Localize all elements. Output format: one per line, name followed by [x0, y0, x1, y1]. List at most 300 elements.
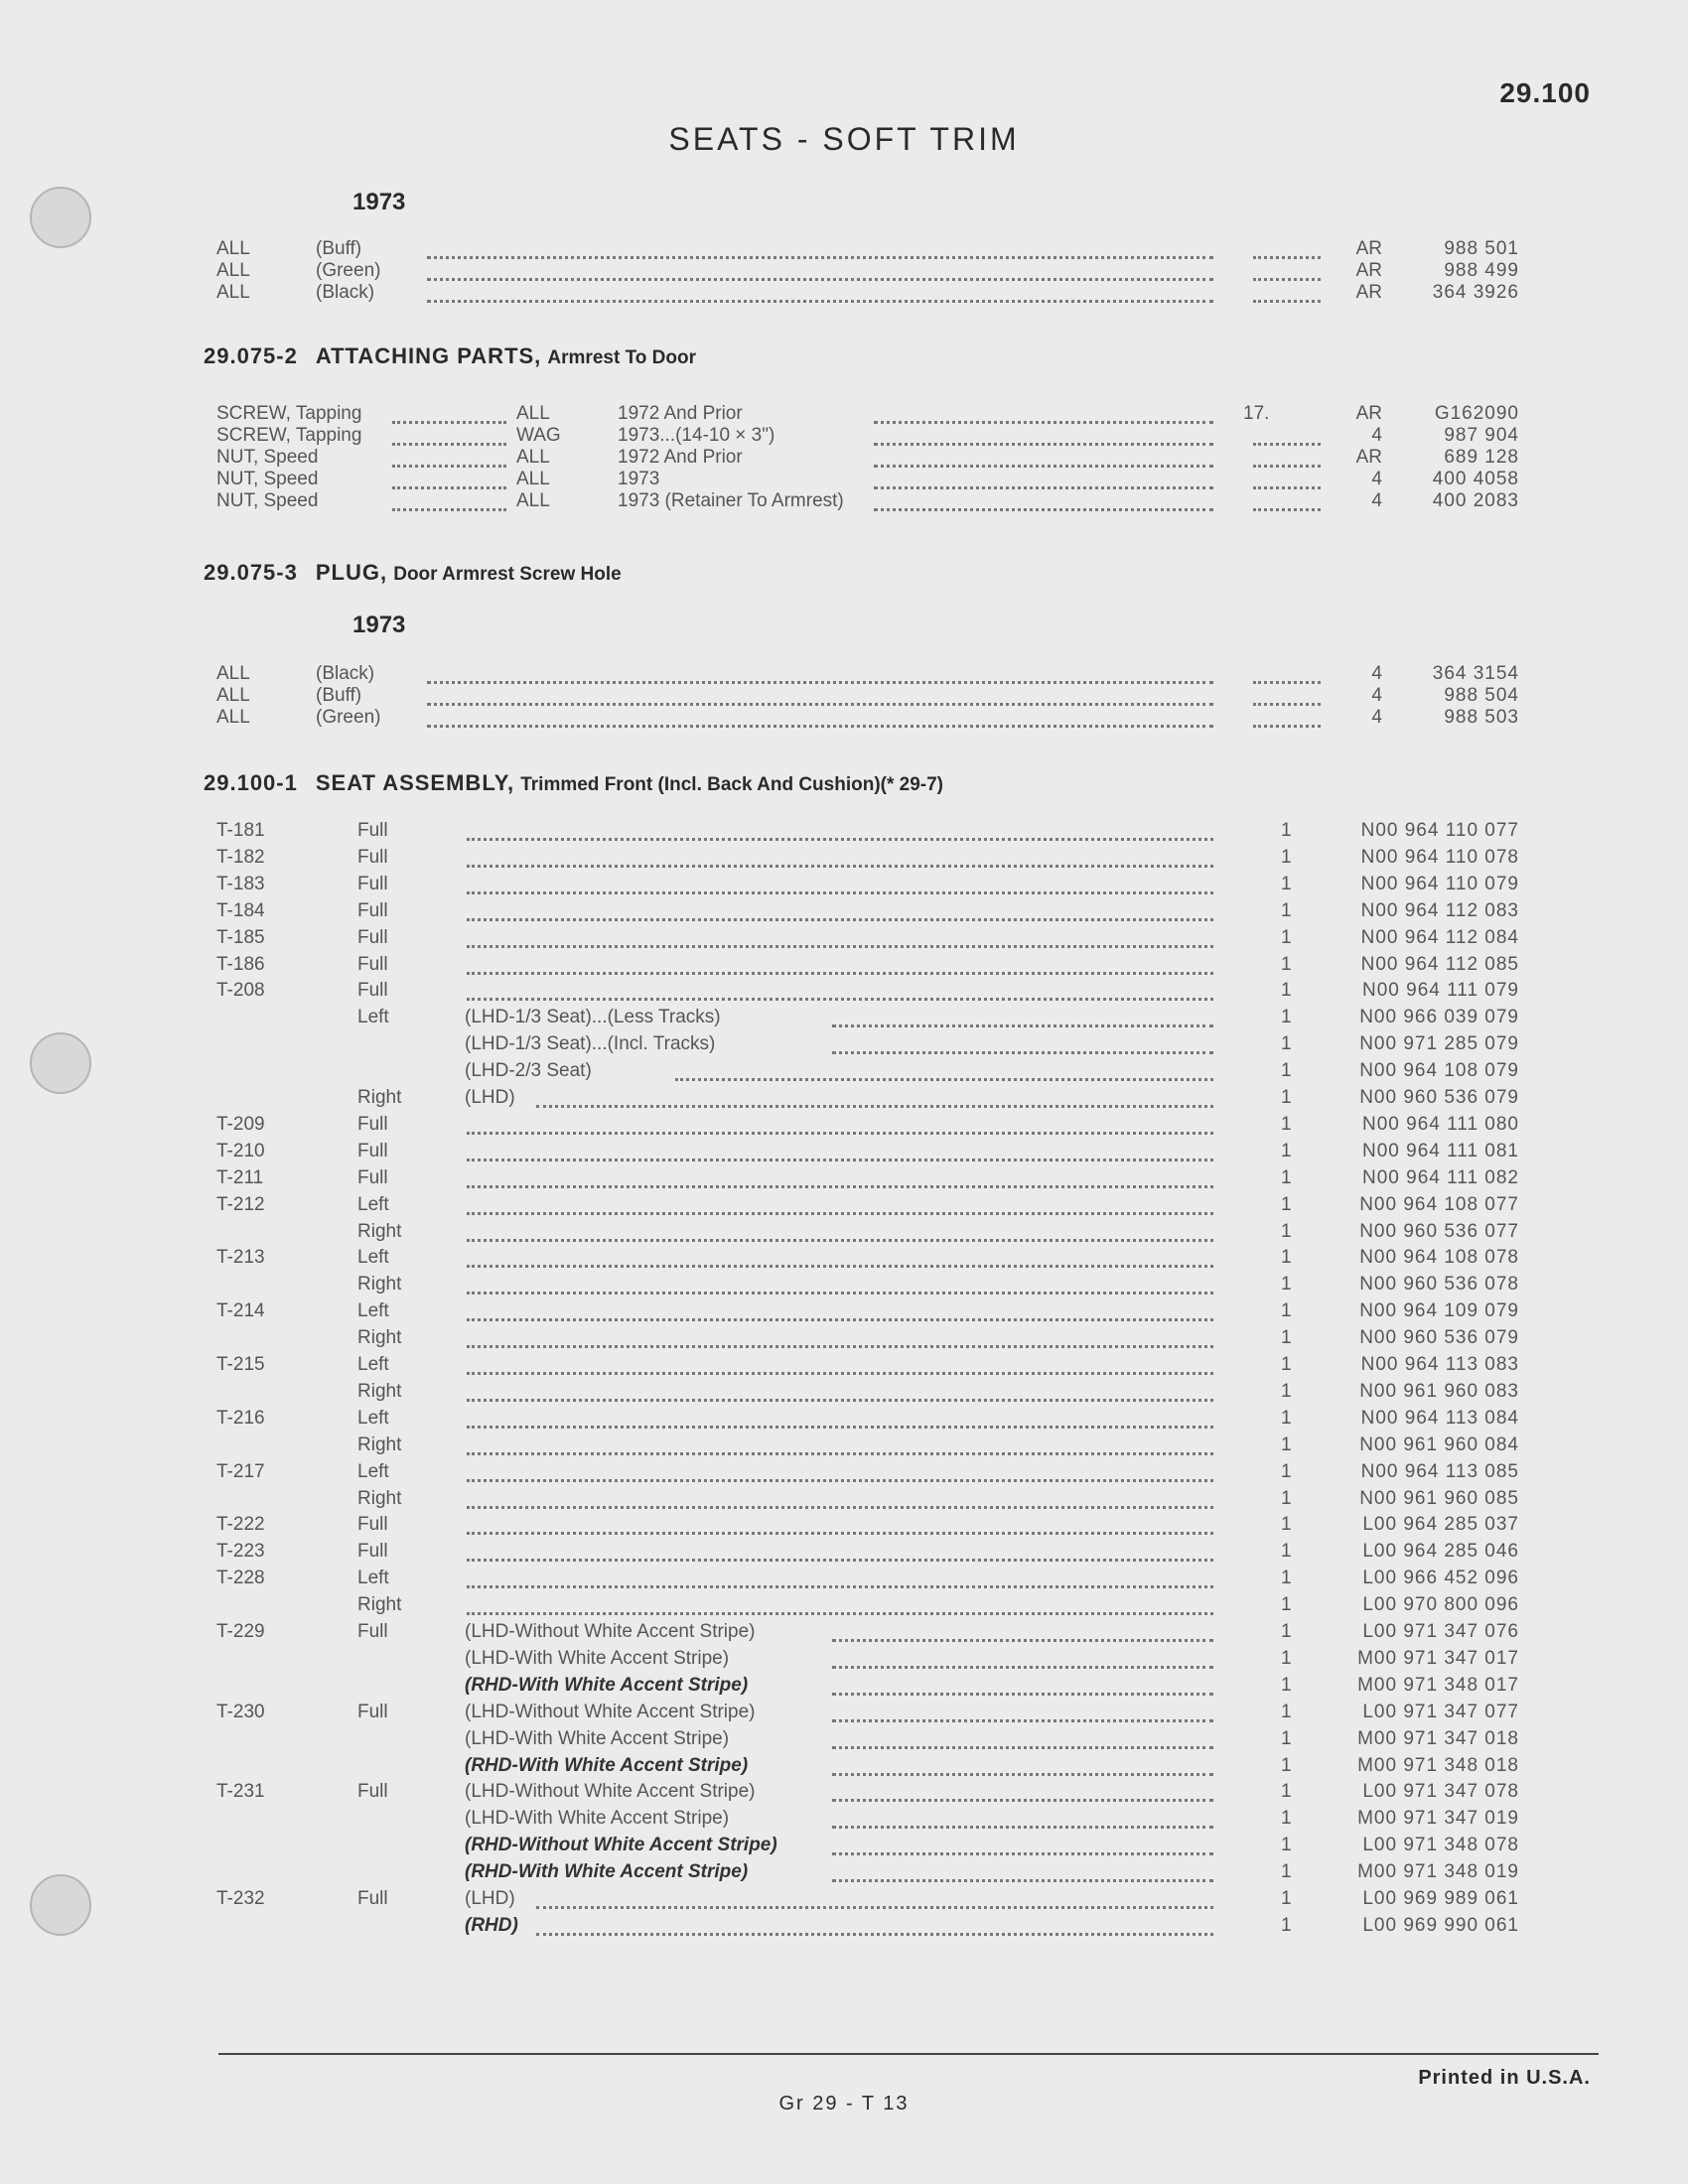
table-row — [0, 490, 1688, 517]
seat-position: Full — [357, 1514, 388, 1536]
part-number: N00 964 110 077 — [1360, 820, 1519, 841]
seat-position: Full — [357, 846, 388, 868]
quantity: 1 — [1281, 1514, 1292, 1536]
quantity: AR — [1355, 238, 1382, 259]
quantity: 1 — [1281, 1888, 1292, 1909]
part-number: L00 966 452 096 — [1362, 1568, 1519, 1589]
leader-dots — [832, 1648, 1213, 1669]
leader-dots — [467, 1594, 1213, 1615]
leader-dots — [536, 1915, 1213, 1936]
model-code: ALL — [516, 447, 550, 468]
table-row — [0, 847, 1688, 874]
part-number: L00 969 990 061 — [1362, 1914, 1519, 1936]
variant-description: (RHD) — [465, 1914, 518, 1936]
trim-code: T-229 — [216, 1621, 265, 1642]
part-number: 400 2083 — [1432, 490, 1519, 511]
table-row — [0, 1007, 1688, 1033]
leader-dots — [874, 403, 1213, 424]
quantity: 1 — [1281, 1407, 1292, 1429]
leader-dots — [467, 847, 1213, 868]
model-code: ALL — [516, 469, 550, 489]
seat-position: Full — [357, 820, 388, 841]
trim-code: T-212 — [216, 1193, 265, 1215]
seat-position: Full — [357, 1621, 388, 1642]
group-reference: Gr 29 - T 13 — [778, 2093, 910, 2115]
quantity: 1 — [1281, 953, 1292, 975]
item-description: (Green) — [316, 707, 381, 728]
leader-dots — [467, 1568, 1213, 1588]
section-code: 29.075-2 — [204, 343, 298, 368]
seat-position: Full — [357, 926, 388, 948]
quantity: 1 — [1281, 1033, 1292, 1055]
table-row — [0, 1514, 1688, 1541]
table-row — [0, 1594, 1688, 1621]
leader-dots — [832, 1808, 1213, 1829]
table-row — [0, 1648, 1688, 1675]
leader-dots — [467, 1274, 1213, 1295]
model-code: ALL — [216, 685, 250, 706]
leader-dots — [427, 282, 1213, 303]
part-number: 364 3154 — [1432, 663, 1519, 684]
quantity: 1 — [1281, 1113, 1292, 1135]
trim-code: T-231 — [216, 1781, 265, 1803]
leader-dots — [467, 1408, 1213, 1429]
section-heading — [204, 560, 622, 586]
table-row — [0, 954, 1688, 981]
variant-description: (LHD-With White Accent Stripe) — [465, 1727, 730, 1749]
variant-description: (LHD-1/3 Seat)...(Incl. Tracks) — [465, 1033, 716, 1055]
leader-dots — [467, 1541, 1213, 1562]
table-row — [0, 1141, 1688, 1167]
part-number: N00 964 108 079 — [1359, 1060, 1519, 1082]
part-number: N00 964 111 081 — [1362, 1140, 1519, 1161]
quantity: 1 — [1281, 1140, 1292, 1161]
variant-description: (LHD-Without White Accent Stripe) — [465, 1701, 756, 1722]
part-number: N00 961 960 085 — [1359, 1487, 1519, 1509]
model-code: ALL — [516, 403, 550, 424]
model-code: ALL — [216, 260, 250, 281]
item-name: SCREW, Tapping — [216, 403, 362, 424]
seat-position: Full — [357, 980, 388, 1002]
seat-position: Right — [357, 1087, 402, 1108]
trim-code: T-184 — [216, 899, 265, 921]
leader-dots — [467, 1327, 1213, 1348]
quantity: 1 — [1281, 1166, 1292, 1188]
leader-dots — [467, 900, 1213, 921]
table-row — [0, 1861, 1688, 1888]
leader-dots — [832, 1675, 1213, 1696]
part-number: N00 960 536 077 — [1359, 1220, 1519, 1242]
variant-description: (LHD-1/3 Seat)...(Less Tracks) — [465, 1007, 721, 1028]
quantity: 1 — [1281, 1060, 1292, 1082]
table-row — [0, 1434, 1688, 1461]
section-description: Trimmed Front (Incl. Back And Cushion)(* 29-7) — [520, 774, 944, 795]
table-row — [0, 1114, 1688, 1141]
part-number: M00 971 348 018 — [1357, 1754, 1519, 1776]
leader-dots — [874, 425, 1213, 446]
table-row — [0, 1755, 1688, 1782]
seat-position: Left — [357, 1407, 389, 1429]
table-row — [0, 1461, 1688, 1488]
leader-dots — [392, 425, 506, 446]
part-number: M00 971 347 018 — [1357, 1727, 1519, 1749]
part-number: L00 971 347 078 — [1362, 1781, 1519, 1803]
seat-position: Left — [357, 1300, 389, 1322]
leader-dots — [467, 820, 1213, 841]
section-heading — [204, 343, 696, 369]
model-code: WAG — [516, 425, 561, 446]
leader-dots — [392, 403, 506, 424]
variant-description: (LHD-With White Accent Stripe) — [465, 1647, 730, 1669]
table-row — [0, 1888, 1688, 1915]
group-reference: 17. — [1243, 403, 1270, 424]
item-name: NUT, Speed — [216, 447, 319, 468]
quantity: AR — [1355, 260, 1382, 281]
leader-dots — [832, 1861, 1213, 1882]
item-description: 1973 (Retainer To Armrest) — [618, 490, 844, 511]
quantity: 4 — [1371, 469, 1382, 489]
item-description: 1973...(14-10 × 3") — [618, 425, 775, 446]
part-number: 988 501 — [1444, 238, 1519, 259]
quantity: 1 — [1281, 1808, 1292, 1830]
part-number: L00 964 285 046 — [1362, 1541, 1519, 1563]
section-description: Armrest To Door — [547, 347, 696, 368]
part-number: L00 964 285 037 — [1362, 1514, 1519, 1536]
section-code: 29.075-3 — [204, 560, 298, 585]
quantity: AR — [1355, 447, 1382, 468]
page-title: SEATS - SOFT TRIM — [668, 121, 1020, 157]
table-row — [0, 1381, 1688, 1408]
table-row — [0, 1408, 1688, 1434]
item-description: (Black) — [316, 282, 375, 303]
leader-dots — [392, 447, 506, 468]
part-number: G162090 — [1434, 403, 1519, 424]
variant-description: (LHD-2/3 Seat) — [465, 1060, 592, 1082]
item-description: 1972 And Prior — [618, 447, 743, 468]
seat-position: Left — [357, 1568, 389, 1589]
leader-dots — [467, 874, 1213, 894]
leader-dots — [536, 1087, 1213, 1108]
part-number: N00 964 108 077 — [1359, 1193, 1519, 1215]
variant-description: (RHD-With White Accent Stripe) — [465, 1861, 749, 1883]
seat-position: Right — [357, 1380, 402, 1402]
quantity: 1 — [1281, 1354, 1292, 1375]
section-year: 1973 — [352, 189, 406, 215]
seat-position: Right — [357, 1274, 402, 1296]
quantity: 1 — [1281, 1087, 1292, 1108]
leader-dots — [427, 260, 1213, 281]
quantity: AR — [1355, 403, 1382, 424]
variant-description: (RHD-With White Accent Stripe) — [465, 1754, 749, 1776]
leader-dots — [427, 663, 1213, 684]
quantity: 1 — [1281, 1380, 1292, 1402]
quantity: 4 — [1371, 425, 1382, 446]
seat-position: Full — [357, 1781, 388, 1803]
quantity: 1 — [1281, 1274, 1292, 1296]
leader-dots — [467, 1221, 1213, 1242]
part-number: M00 971 348 019 — [1357, 1861, 1519, 1883]
part-number: 364 3926 — [1432, 282, 1519, 303]
part-number: N00 964 112 084 — [1360, 926, 1519, 948]
quantity: 4 — [1371, 685, 1382, 706]
quantity: 1 — [1281, 926, 1292, 948]
table-row — [0, 1781, 1688, 1808]
quantity: 4 — [1371, 490, 1382, 511]
table-row — [0, 282, 1688, 309]
leader-dots — [874, 469, 1213, 489]
leader-dots — [467, 1247, 1213, 1268]
table-row — [0, 1060, 1688, 1087]
seat-position: Full — [357, 953, 388, 975]
table-row — [0, 707, 1688, 734]
table-row — [0, 1300, 1688, 1327]
table-row — [0, 1488, 1688, 1515]
part-number: 988 499 — [1444, 260, 1519, 281]
trim-code: T-208 — [216, 980, 265, 1002]
trim-code: T-232 — [216, 1888, 265, 1909]
model-code: ALL — [216, 707, 250, 728]
part-number: N00 964 113 083 — [1360, 1354, 1519, 1375]
variant-description: (RHD-Without White Accent Stripe) — [465, 1835, 777, 1856]
part-number: 400 4058 — [1432, 469, 1519, 489]
model-code: ALL — [516, 490, 550, 511]
trim-code: T-210 — [216, 1140, 265, 1161]
trim-code: T-230 — [216, 1701, 265, 1722]
item-description: (Buff) — [316, 685, 362, 706]
trim-code: T-209 — [216, 1113, 265, 1135]
table-row — [0, 820, 1688, 847]
trim-code: T-183 — [216, 873, 265, 894]
leader-dots — [832, 1728, 1213, 1749]
leader-dots — [832, 1781, 1213, 1802]
seat-position: Right — [357, 1594, 402, 1616]
variant-description: (RHD-With White Accent Stripe) — [465, 1674, 749, 1696]
section-name: PLUG, — [315, 560, 388, 585]
trim-code: T-222 — [216, 1514, 265, 1536]
part-number: N00 964 113 084 — [1360, 1407, 1519, 1429]
quantity: 1 — [1281, 980, 1292, 1002]
leader-dots — [427, 238, 1213, 259]
leader-dots — [832, 1835, 1213, 1855]
part-number: L00 971 348 078 — [1362, 1835, 1519, 1856]
seat-position: Left — [357, 1007, 389, 1028]
quantity: 1 — [1281, 1861, 1292, 1883]
part-number: N00 971 285 079 — [1359, 1033, 1519, 1055]
variant-description: (LHD-With White Accent Stripe) — [465, 1808, 730, 1830]
quantity: 1 — [1281, 1781, 1292, 1803]
leader-dots — [467, 1141, 1213, 1161]
section-heading — [204, 770, 943, 796]
part-number: L00 969 989 061 — [1362, 1888, 1519, 1909]
trim-code: T-215 — [216, 1354, 265, 1375]
table-row — [0, 1621, 1688, 1648]
trim-code: T-217 — [216, 1460, 265, 1482]
quantity: 1 — [1281, 1300, 1292, 1322]
part-number: 988 503 — [1444, 707, 1519, 728]
variant-description: (LHD-Without White Accent Stripe) — [465, 1781, 756, 1803]
quantity: 1 — [1281, 820, 1292, 841]
quantity: 1 — [1281, 1674, 1292, 1696]
quantity: 1 — [1281, 1487, 1292, 1509]
part-number: L00 971 347 077 — [1362, 1701, 1519, 1722]
quantity: 1 — [1281, 1914, 1292, 1936]
leader-dots — [467, 1461, 1213, 1482]
part-number: N00 964 112 085 — [1360, 953, 1519, 975]
quantity: 1 — [1281, 1220, 1292, 1242]
quantity: 1 — [1281, 1835, 1292, 1856]
leader-dots — [874, 490, 1213, 511]
table-row — [0, 1194, 1688, 1221]
seat-position: Left — [357, 1193, 389, 1215]
part-number: N00 964 111 080 — [1362, 1113, 1519, 1135]
leader-dots — [467, 1381, 1213, 1402]
leader-dots — [832, 1621, 1213, 1642]
table-row — [0, 1167, 1688, 1194]
quantity: 1 — [1281, 1193, 1292, 1215]
quantity: 1 — [1281, 1754, 1292, 1776]
table-row — [0, 1247, 1688, 1274]
part-number: N00 961 960 083 — [1359, 1380, 1519, 1402]
trim-code: T-214 — [216, 1300, 265, 1322]
quantity: 1 — [1281, 846, 1292, 868]
trim-code: T-211 — [216, 1166, 264, 1188]
part-number: N00 960 536 078 — [1359, 1274, 1519, 1296]
leader-dots — [467, 1300, 1213, 1321]
variant-description: (LHD) — [465, 1087, 515, 1108]
trim-code: T-186 — [216, 953, 265, 975]
seat-position: Full — [357, 873, 388, 894]
quantity: 1 — [1281, 1701, 1292, 1722]
quantity: 4 — [1371, 707, 1382, 728]
part-number: M00 971 347 017 — [1357, 1647, 1519, 1669]
part-number: N00 964 113 085 — [1360, 1460, 1519, 1482]
trim-code: T-213 — [216, 1247, 265, 1269]
section-code: 29.100-1 — [204, 770, 298, 795]
part-number: M00 971 348 017 — [1357, 1674, 1519, 1696]
part-number: N00 964 110 078 — [1360, 846, 1519, 868]
quantity: 1 — [1281, 1647, 1292, 1669]
seat-position: Left — [357, 1460, 389, 1482]
seat-position: Left — [357, 1354, 389, 1375]
table-row — [0, 1087, 1688, 1114]
seat-position: Left — [357, 1247, 389, 1269]
leader-dots — [467, 954, 1213, 975]
part-number: L00 970 800 096 — [1362, 1594, 1519, 1616]
table-row — [0, 1568, 1688, 1594]
table-row — [0, 1915, 1688, 1942]
part-number: N00 964 109 079 — [1359, 1300, 1519, 1322]
table-row — [0, 900, 1688, 927]
leader-dots — [467, 1514, 1213, 1535]
item-name: NUT, Speed — [216, 469, 319, 489]
part-number: 987 904 — [1444, 425, 1519, 446]
leader-dots — [536, 1888, 1213, 1909]
seat-position: Full — [357, 1888, 388, 1909]
quantity: 1 — [1281, 1568, 1292, 1589]
trim-code: T-182 — [216, 846, 265, 868]
seat-position: Full — [357, 1113, 388, 1135]
item-name: SCREW, Tapping — [216, 425, 362, 446]
table-row — [0, 1541, 1688, 1568]
quantity: 1 — [1281, 1727, 1292, 1749]
leader-dots — [832, 1033, 1213, 1054]
seat-position: Right — [357, 1327, 402, 1349]
quantity: 1 — [1281, 1247, 1292, 1269]
leader-dots — [467, 1194, 1213, 1215]
item-description: 1973 — [618, 469, 660, 489]
seat-position: Full — [357, 899, 388, 921]
table-row — [0, 1702, 1688, 1728]
quantity: 1 — [1281, 873, 1292, 894]
table-row — [0, 1274, 1688, 1300]
part-number: N00 960 536 079 — [1359, 1087, 1519, 1108]
part-number: N00 964 111 082 — [1362, 1166, 1519, 1188]
leader-dots — [467, 927, 1213, 948]
table-row — [0, 980, 1688, 1007]
table-row — [0, 1728, 1688, 1755]
variant-description: (LHD-Without White Accent Stripe) — [465, 1621, 756, 1642]
trim-code: T-185 — [216, 926, 265, 948]
quantity: 1 — [1281, 1460, 1292, 1482]
leader-dots — [467, 1434, 1213, 1455]
trim-code: T-216 — [216, 1407, 265, 1429]
trim-code: T-223 — [216, 1541, 265, 1563]
leader-dots — [467, 1488, 1213, 1509]
seat-position: Full — [357, 1140, 388, 1161]
leader-dots — [467, 1114, 1213, 1135]
seat-position: Right — [357, 1487, 402, 1509]
part-number: N00 961 960 084 — [1359, 1433, 1519, 1455]
part-number: N00 964 110 079 — [1360, 873, 1519, 894]
part-number: M00 971 347 019 — [1357, 1808, 1519, 1830]
part-number: N00 964 108 078 — [1359, 1247, 1519, 1269]
quantity: 1 — [1281, 1433, 1292, 1455]
footer-rule — [218, 2053, 1599, 2055]
table-row — [0, 927, 1688, 954]
leader-dots — [467, 980, 1213, 1001]
quantity: 1 — [1281, 1541, 1292, 1563]
seat-position: Full — [357, 1701, 388, 1722]
leader-dots — [427, 685, 1213, 706]
seat-position: Full — [357, 1166, 388, 1188]
seat-position: Full — [357, 1541, 388, 1563]
model-code: ALL — [216, 282, 250, 303]
item-description: (Green) — [316, 260, 381, 281]
trim-code: T-181 — [216, 820, 265, 841]
table-row — [0, 874, 1688, 900]
leader-dots — [874, 447, 1213, 468]
section-name: SEAT ASSEMBLY, — [315, 770, 515, 795]
leader-dots — [832, 1007, 1213, 1027]
quantity: 1 — [1281, 1007, 1292, 1028]
item-name: NUT, Speed — [216, 490, 319, 511]
quantity: 1 — [1281, 1594, 1292, 1616]
leader-dots — [832, 1755, 1213, 1776]
part-number: L00 971 347 076 — [1362, 1621, 1519, 1642]
variant-description: (LHD) — [465, 1888, 515, 1909]
section-year: 1973 — [352, 612, 406, 638]
leader-dots — [467, 1167, 1213, 1188]
seat-position: Right — [357, 1220, 402, 1242]
part-number: 689 128 — [1444, 447, 1519, 468]
item-description: (Buff) — [316, 238, 362, 259]
table-row — [0, 1354, 1688, 1381]
leader-dots — [392, 490, 506, 511]
table-row — [0, 1675, 1688, 1702]
leader-dots — [467, 1354, 1213, 1375]
table-row — [0, 1808, 1688, 1835]
quantity: AR — [1355, 282, 1382, 303]
